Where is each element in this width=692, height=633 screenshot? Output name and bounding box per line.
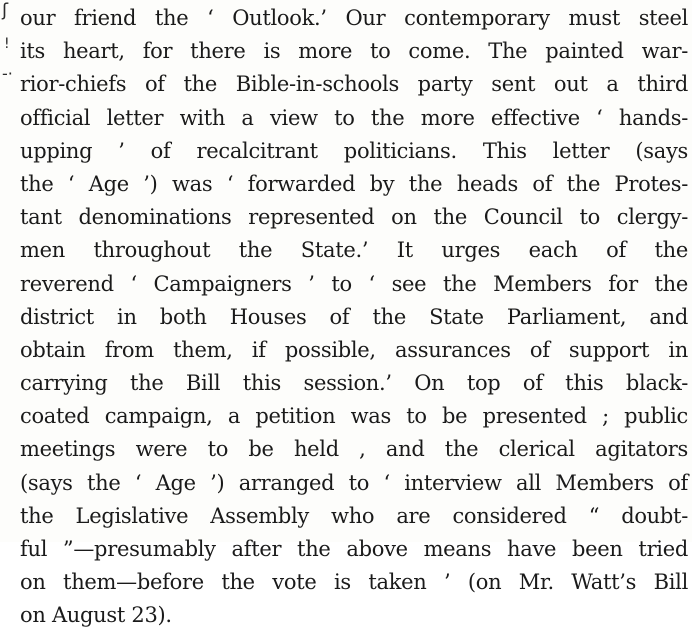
text-line: rior-chiefs of the Bible-in-schools party sent out a third (20, 72, 688, 97)
text-line: our friend the ‘ Outlook.’ Our contemporary must steel (20, 6, 688, 30)
text-line: the Legislative Assembly who are considered “ doubt- (20, 503, 688, 528)
text-line: upping ’ of recalcitrant politicians. This letter (says (20, 138, 688, 163)
text-line: (says the ‘ Age ’) arranged to ‘ interview all Members of (20, 470, 688, 495)
text-line: reverend ‘ Campaigners ’ to ‘ see the Members for the (20, 271, 688, 296)
text-line: ful ”—presumably after the above means have been tried (20, 537, 688, 561)
margin-mark: ! (4, 36, 10, 52)
text-line: official letter with a view to the more effective ‘ hands- (20, 105, 688, 130)
text-line: carrying the Bill this session.’ On top of this black- (20, 371, 688, 396)
text-line: on them—before the vote is taken ’ (on Mr. Watt’s Bill (20, 570, 688, 595)
text-line: coated campaign, a petition was to be presented ; public (20, 404, 688, 429)
margin-mark: -· (2, 64, 13, 83)
text-line: obtain from them, if possible, assurances of support in (20, 337, 688, 362)
text-line: the ‘ Age ’) was ‘ forwarded by the heads of the Protes- (20, 171, 688, 196)
margin-mark: ʃ (2, 0, 9, 21)
text-line: meetings were to be held , and the clerical agitators (20, 437, 688, 462)
text-line: its heart, for there is more to come. The painted war- (20, 39, 688, 64)
text-line: tant denominations represented on the Council to clergy- (20, 205, 688, 230)
text-line: on August 23). (20, 603, 172, 628)
text-line: men throughout the State.’ It urges each of the (20, 238, 688, 263)
text-line: district in both Houses of the State Parliament, and (20, 304, 688, 329)
article-text (20, 2, 688, 633)
